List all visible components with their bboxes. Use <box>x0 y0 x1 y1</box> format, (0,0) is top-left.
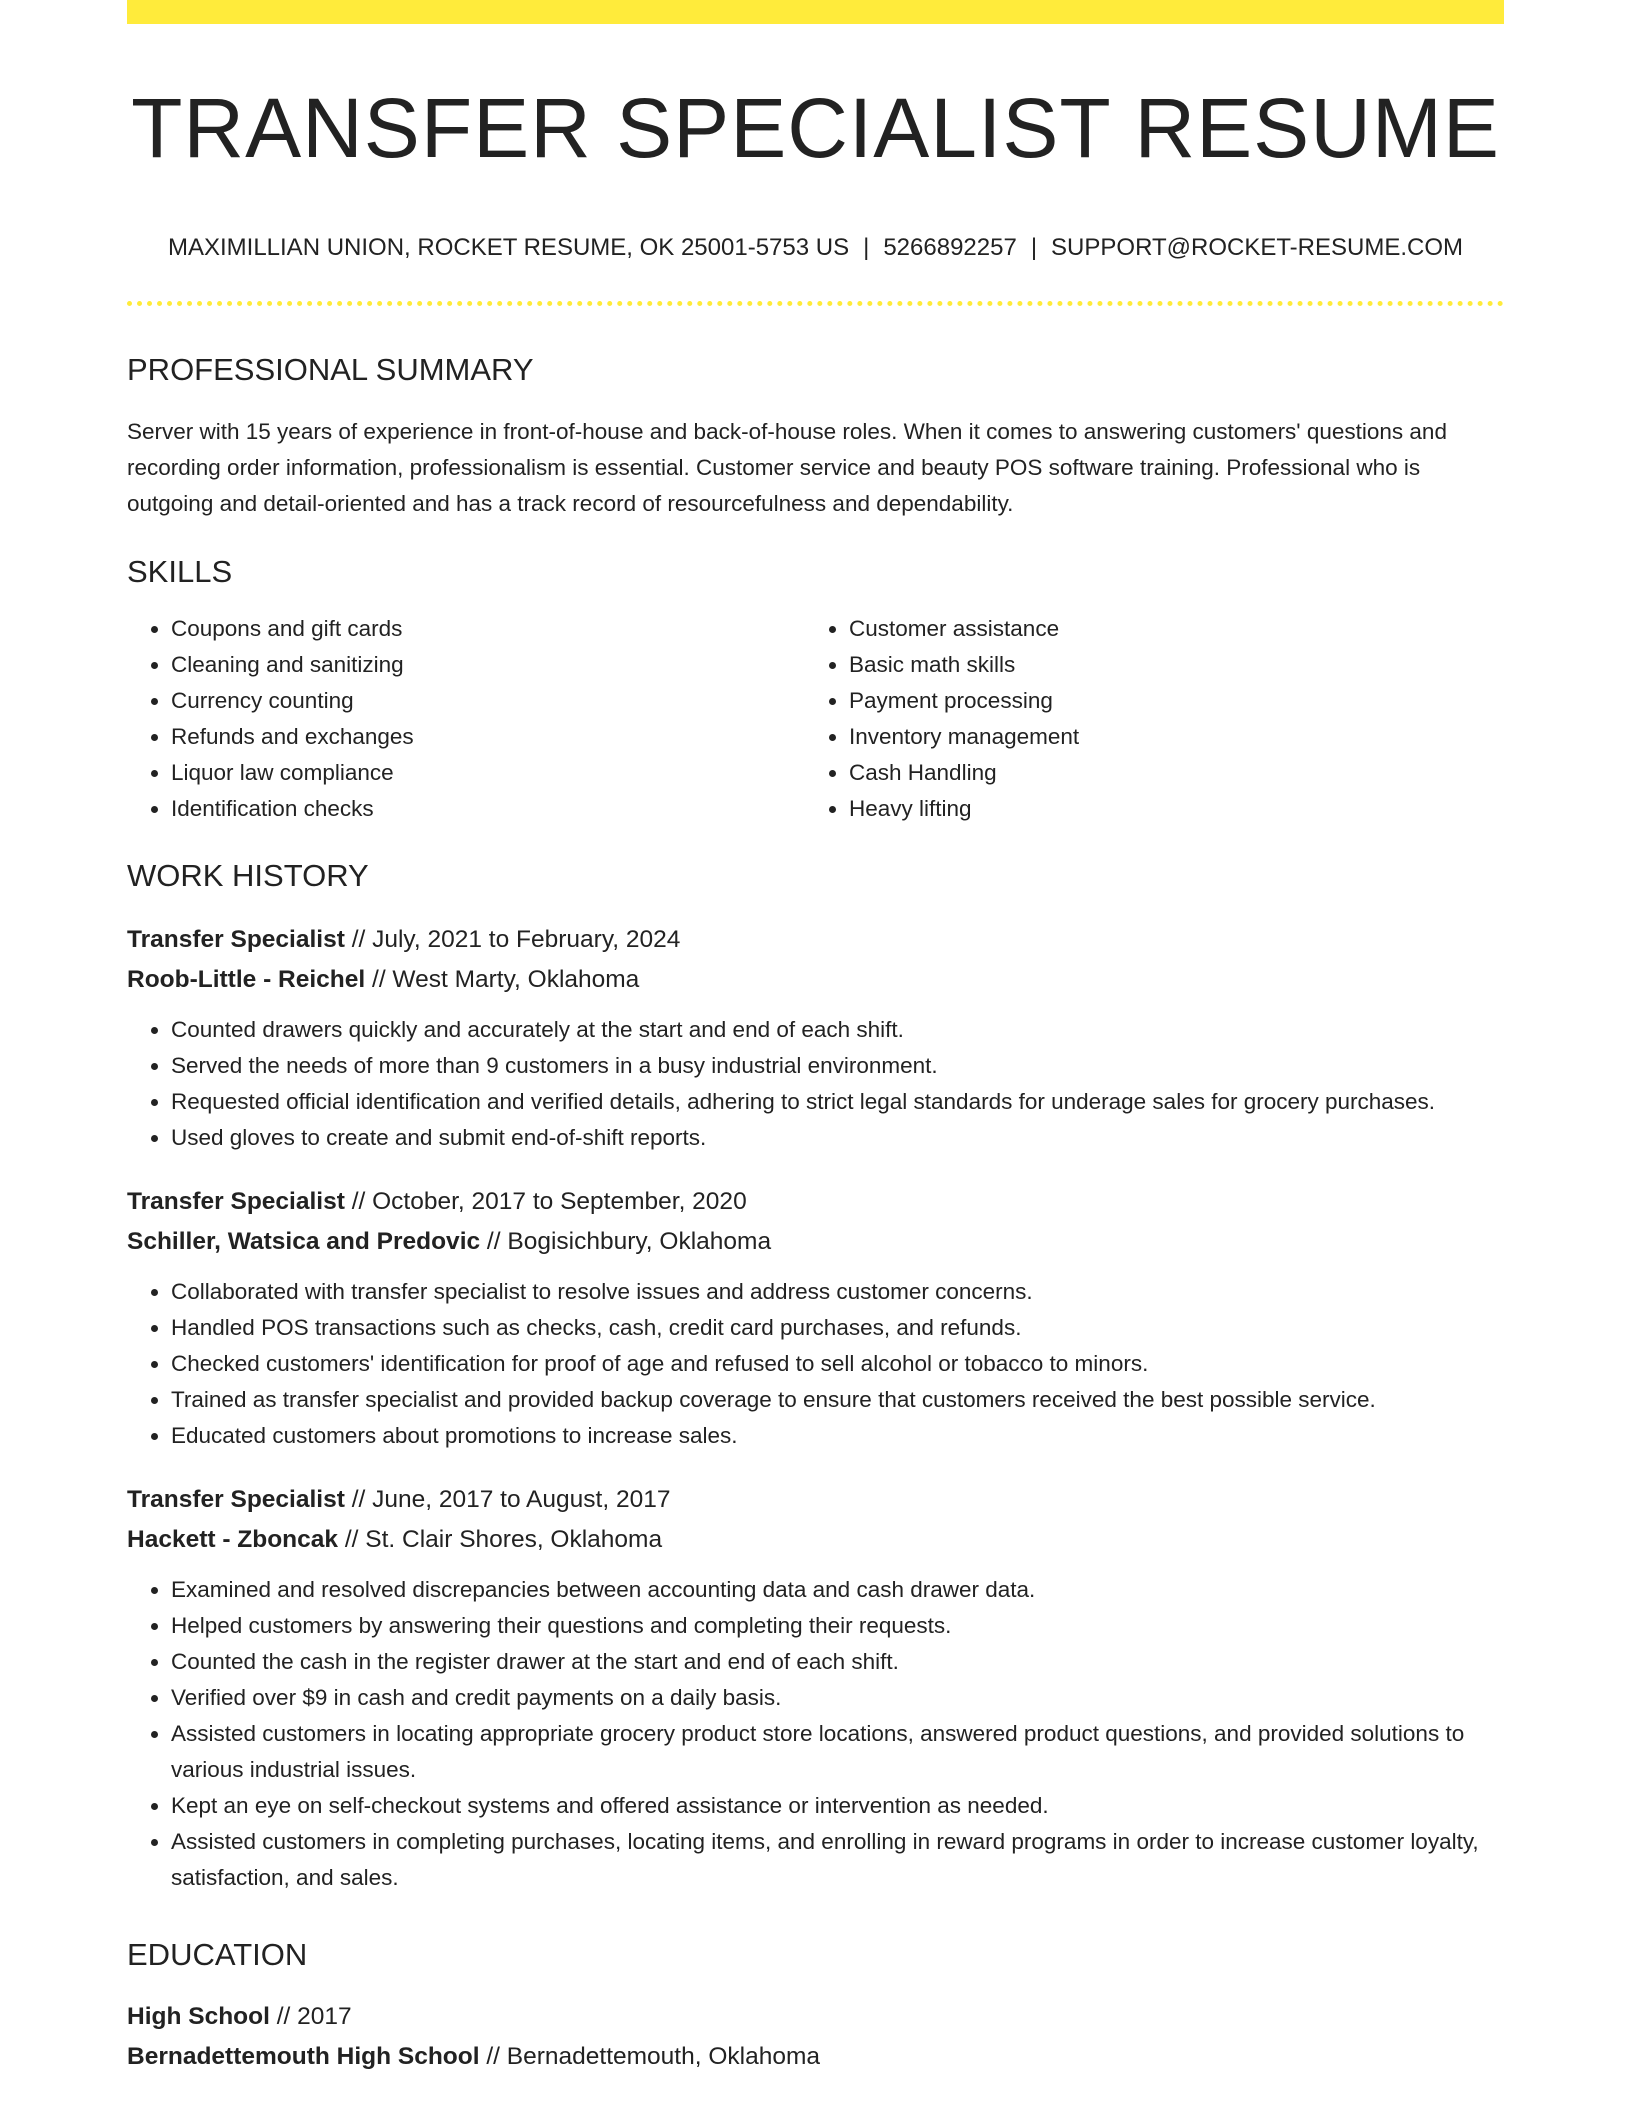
job-bullet: • Verified over $9 in cash and credit payments on a daily basis. <box>171 1680 1504 1716</box>
job-location: // Bogisichbury, Oklahoma <box>480 1227 772 1255</box>
contact-separator: | <box>863 234 870 262</box>
job-bullet: • Assisted customers in locating appropriate grocery product store locations, answered product questions, and provided solutions to various industrial issues. <box>171 1716 1504 1788</box>
skill-item: • Liquor law compliance <box>171 755 805 791</box>
education-heading: EDUCATION <box>127 1936 308 1972</box>
job-title-line <box>127 1182 1504 1222</box>
resume-page <box>127 0 1504 2077</box>
job-bullet: • Helped customers by answering their questions and completing their requests. <box>171 1608 1504 1644</box>
job-company: Hackett - Zboncak <box>127 1525 339 1553</box>
skill-item: • Currency counting <box>171 683 805 719</box>
job-bullet: • Counted drawers quickly and accurately at the start and end of each shift. <box>171 1012 1504 1048</box>
job-bullet: • Checked customers' identification for proof of age and refused to sell alcohol or tobacco to minors. <box>171 1346 1504 1382</box>
work-history-heading: WORK HISTORY <box>127 857 369 893</box>
job-bullet: • Collaborated with transfer specialist to resolve issues and address customer concerns. <box>171 1274 1504 1310</box>
skills-heading: SKILLS <box>127 554 233 590</box>
skill-item: • Cleaning and sanitizing <box>171 647 805 683</box>
job-company: Roob-Little - Reichel <box>127 965 366 993</box>
contact-address: MAXIMILLIAN UNION, ROCKET RESUME, OK 25001-5753 US <box>167 234 850 262</box>
education-location: // Bernadettemouth, Oklahoma <box>479 2042 821 2070</box>
education-school: Bernadettemouth High School <box>127 2042 480 2070</box>
job-location: // West Marty, Oklahoma <box>365 965 640 993</box>
job-title: Transfer Specialist <box>127 1485 345 1513</box>
skill-item: • Heavy lifting <box>849 791 1483 827</box>
job-entry <box>127 920 1504 1156</box>
skill-item: • Customer assistance <box>849 611 1483 647</box>
job-bullets <box>127 1274 1504 1454</box>
job-dates: // October, 2017 to September, 2020 <box>344 1187 747 1215</box>
skill-item: • Cash Handling <box>849 755 1483 791</box>
job-title: Transfer Specialist <box>127 925 345 953</box>
contact-separator: | <box>1030 234 1038 262</box>
resume-title: TRANSFER SPECIALIST RESUME <box>131 81 1500 175</box>
job-bullets <box>127 1012 1504 1156</box>
skill-item: • Refunds and exchanges <box>171 719 805 755</box>
job-company-line <box>127 1222 1504 1262</box>
job-bullet: • Requested official identification and verified details, adhering to strict legal standards for underage sales for grocery purchases. <box>171 1084 1504 1120</box>
summary-heading: PROFESSIONAL SUMMARY <box>127 352 534 388</box>
contact-email[interactable]: SUPPORT@ROCKET-RESUME.COM <box>1051 234 1464 262</box>
skills-column-left <box>127 611 805 827</box>
contact-line <box>127 234 1504 263</box>
skill-item: • Basic math skills <box>849 647 1483 683</box>
job-title-line <box>127 920 1504 960</box>
job-dates: // June, 2017 to August, 2017 <box>344 1485 671 1513</box>
skill-item: • Identification checks <box>171 791 805 827</box>
job-location: // St. Clair Shores, Oklahoma <box>338 1525 663 1553</box>
dotted-divider <box>127 301 1504 306</box>
education-year: // 2017 <box>269 2002 352 2030</box>
job-entry <box>127 1182 1504 1454</box>
job-entry <box>127 1480 1504 1896</box>
job-dates: // July, 2021 to February, 2024 <box>344 925 681 953</box>
education-degree-line <box>127 1997 1504 2037</box>
job-bullet: • Educated customers about promotions to increase sales. <box>171 1418 1504 1454</box>
skills-column-right <box>805 611 1483 827</box>
job-bullet: • Trained as transfer specialist and provided backup coverage to ensure that customers received the best possible service. <box>171 1382 1504 1418</box>
accent-top-bar <box>127 0 1504 24</box>
summary-text: Server with 15 years of experience in front-of-house and back-of-house roles. When it comes to answering customers' questions and recording order information, professionalism is essential. Customer service and beauty POS software training. Professional who is outgoing and detail-oriented and has a track record of resourcefulness and dependability. <box>127 419 1447 517</box>
job-company-line <box>127 1520 1504 1560</box>
job-title: Transfer Specialist <box>127 1187 345 1215</box>
education-school-line <box>127 2037 1504 2077</box>
job-bullet: • Examined and resolved discrepancies between accounting data and cash drawer data. <box>171 1572 1504 1608</box>
job-company: Schiller, Watsica and Predovic <box>127 1227 481 1255</box>
education-degree: High School <box>127 2002 270 2030</box>
skills-list <box>127 611 1504 827</box>
contact-phone[interactable]: 5266892257 <box>883 234 1017 262</box>
job-bullet: • Assisted customers in completing purchases, locating items, and enrolling in reward programs in order to increase customer loyalty, satisfaction, and sales. <box>171 1824 1504 1896</box>
job-company-line <box>127 960 1504 1000</box>
job-bullets <box>127 1572 1504 1896</box>
job-bullet: • Served the needs of more than 9 customers in a busy industrial environment. <box>171 1048 1504 1084</box>
skill-item: • Coupons and gift cards <box>171 611 805 647</box>
skill-item: • Payment processing <box>849 683 1483 719</box>
job-title-line <box>127 1480 1504 1520</box>
job-bullet: • Handled POS transactions such as checks, cash, credit card purchases, and refunds. <box>171 1310 1504 1346</box>
job-bullet: • Counted the cash in the register drawer at the start and end of each shift. <box>171 1644 1504 1680</box>
job-bullet: • Used gloves to create and submit end-of-shift reports. <box>171 1120 1504 1156</box>
education-entry <box>127 1997 1504 2077</box>
skill-item: • Inventory management <box>849 719 1483 755</box>
job-bullet: • Kept an eye on self-checkout systems and offered assistance or intervention as needed. <box>171 1788 1504 1824</box>
